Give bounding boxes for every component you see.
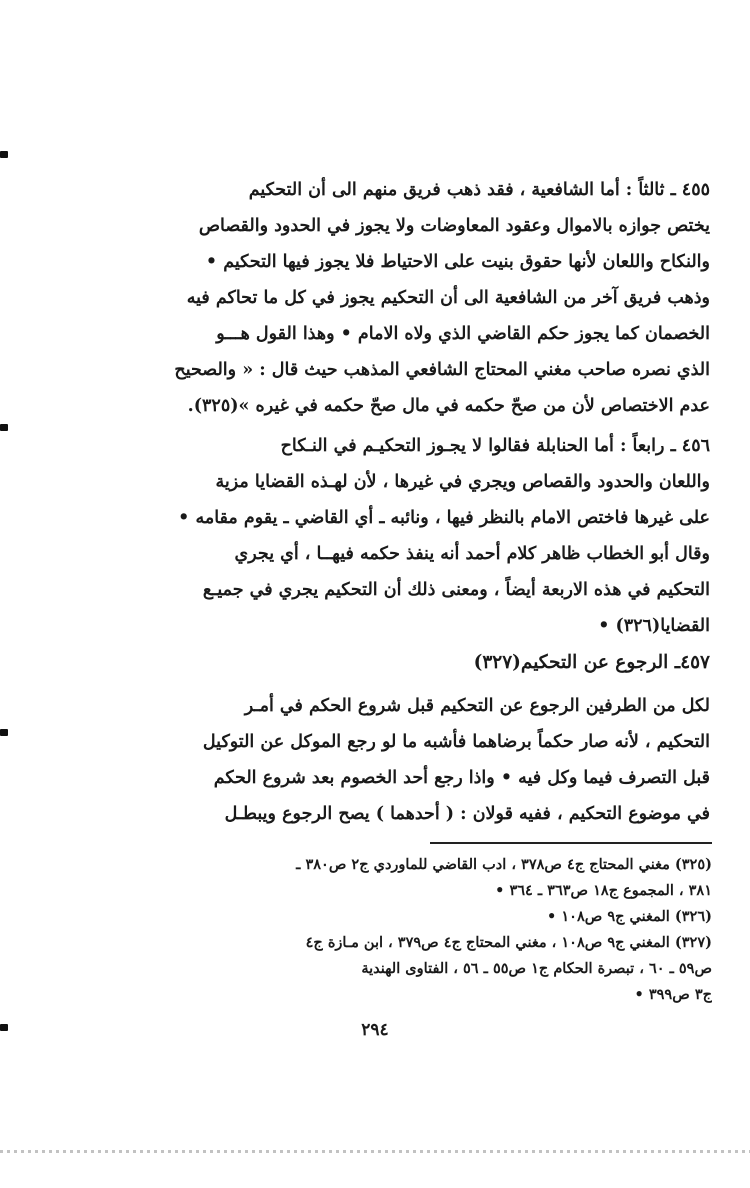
text-line: وقال أبو الخطاب ظاهر كلام أحمد أنه ينفذ حكمه فيهــا ، أي يجري [234,544,710,564]
footnote-line: (٣٢٦) المغني ج٩ ص١٠٨ • [547,908,712,925]
margin-mark [0,151,8,158]
text-line: ٤٥٥ ـ ثالثاً : أما الشافعية ، فقد ذهب فريق منهم الى أن التحكيم [248,180,710,200]
section-heading: ٤٥٧ـ الرجوع عن التحكيم(٣٢٧) [473,652,710,673]
text-line: على غيرها فاختص الامام بالنظر فيها ، ونائبه ـ أي القاضي ـ يقوم مقامه • [178,508,710,528]
scan-edge-artifact [0,1150,750,1153]
footnote-325 [90,852,712,904]
paragraph-456 [96,428,710,644]
margin-mark [0,1024,8,1031]
text-line: الذي نصره صاحب مغني المحتاج الشافعي المذهب حيث قال : « والصحيح [174,360,710,380]
section-heading-457 [96,645,710,681]
text-line: في موضوع التحكيم ، ففيه قولان : ( أحدهما ) يصح الرجوع ويبطـل [224,804,710,824]
text-line: قبل التصرف فيما وكل فيه • واذا رجع أحد الخصوم بعد شروع الحكم [213,768,710,788]
page-number: ٢٩٤ [361,1020,389,1040]
footnote-327 [90,930,712,1008]
footnote-line: ج٣ ص٣٩٩ • [634,986,712,1003]
paragraph-455 [96,172,710,424]
text-line: ٤٥٦ ـ رابعاً : أما الحنابلة فقالوا لا يجـوز التحكيـم في النـكاح [280,436,710,456]
text-line: التحكيم في هذه الاربعة أيضاً ، ومعنى ذلك أن التحكيم يجري في جميـع [202,580,710,600]
text-line: الخصمان كما يجوز حكم القاضي الذي ولاه الامام • وهذا القول هـــو [216,324,710,344]
footnote-326 [90,904,712,930]
text-line: واللعان والحدود والقصاص ويجري في غيرها ، لأن لهـذه القضايا مزية [215,472,710,492]
margin-mark [0,729,8,736]
paragraph-457 [96,688,710,832]
text-line: وذهب فريق آخر من الشافعية الى أن التحكيم يجوز في كل ما تحاكم فيه [186,288,710,308]
text-line: عدم الاختصاص لأن من صحّ حكمه في مال صحّ حكمه في غيره »(٣٢٥). [187,396,710,416]
footnote-divider [430,842,712,844]
footnote-line: ٣٨١ ، المجموع ج١٨ ص٣٦٣ ـ ٣٦٤ • [495,882,712,899]
text-line: القضايا(٣٢٦) • [598,616,710,636]
text-line: لكل من الطرفين الرجوع عن التحكيم قبل شروع الحكم في أمـر [244,696,710,716]
margin-mark [0,424,8,431]
footnote-line: ص٥٩ ـ ٦٠ ، تبصرة الحكام ج١ ص٥٥ ـ ٥٦ ، الفتاوى الهندية [361,960,712,977]
text-line: التحكيم ، لأنه صار حكماً برضاهما فأشبه ما لو رجع الموكل عن التوكيل [202,732,710,752]
text-line: يختص جوازه بالاموال وعقود المعاوضات ولا يجوز في الحدود والقصاص [198,216,710,236]
footnote-line: (٣٢٥) مغني المحتاج ج٤ ص٣٧٨ ، ادب القاضي للماوردي ج٢ ص٣٨٠ ـ [296,856,712,873]
footnote-line: (٣٢٧) المغني ج٩ ص١٠٨ ، مغني المحتاج ج٤ ص٣٧٩ ، ابن مـازة ج٤ [305,934,712,951]
text-line: والنكاح واللعان لأنها حقوق بنيت على الاحتياط فلا يجوز فيها التحكيم • [205,252,710,272]
